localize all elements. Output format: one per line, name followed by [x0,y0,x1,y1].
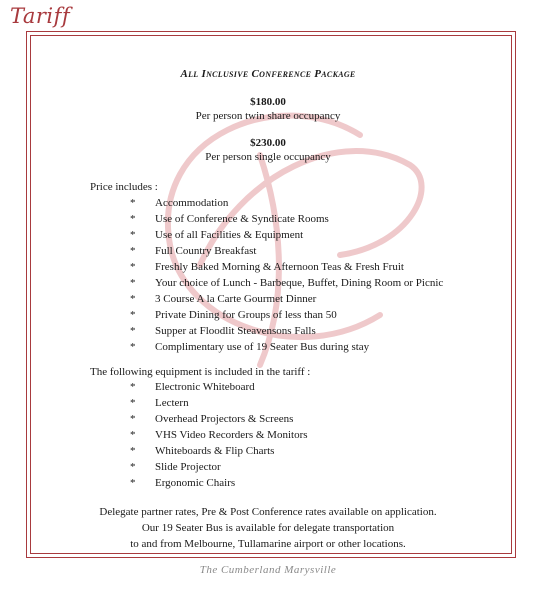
list-item-text: Supper at Floodlit Steavensons Falls [155,325,316,337]
list-item-text: Your choice of Lunch - Barbeque, Buffet, Dining Room or Picnic [155,277,444,289]
list-item [0,213,536,229]
list-item-text: Private Dining for Groups of less than 50 [155,309,337,321]
list-item-text: Overhead Projectors & Screens [155,413,294,425]
bullet-icon: * [130,477,136,489]
list-item-text: Lectern [155,397,189,409]
list-item-text: Whiteboards & Flip Charts [155,445,275,457]
list-item [0,477,536,493]
list-item-text: Slide Projector [155,461,221,473]
page-header-title: Tariff [10,4,71,28]
bullet-icon: * [130,261,136,273]
list-item-text: 3 Course A la Carte Gourmet Dinner [155,293,317,305]
list-item-text: Use of Conference & Syndicate Rooms [155,213,329,225]
bullet-icon: * [130,197,136,209]
bullet-icon: * [130,429,136,441]
note-rates: Delegate partner rates, Pre & Post Conference rates available on application. [99,506,437,518]
footer-brand: The Cumberland Marysville [199,564,337,576]
includes-label: Price includes : [90,181,158,193]
list-item [0,245,536,261]
list-item [0,429,536,445]
list-item [0,229,536,245]
list-item [0,381,536,397]
bullet-icon: * [130,381,136,393]
list-item [0,293,536,309]
list-item [0,445,536,461]
list-item [0,261,536,277]
bullet-icon: * [130,325,136,337]
note-locations: to and from Melbourne, Tullamarine airport or other locations. [130,538,406,550]
list-item [0,397,536,413]
list-item [0,197,536,213]
list-item-text: Freshly Baked Morning & Afternoon Teas & Fresh Fruit [155,261,404,273]
bullet-icon: * [130,445,136,457]
bullet-icon: * [130,293,136,305]
bullet-icon: * [130,461,136,473]
price-twin-share-description: Per person twin share occupancy [195,110,341,122]
bullet-icon: * [130,341,136,353]
list-item [0,325,536,341]
price-single: $230.00 [250,137,286,149]
list-item [0,413,536,429]
list-item [0,277,536,293]
price-twin-share: $180.00 [250,96,286,108]
list-item [0,309,536,325]
bullet-icon: * [130,245,136,257]
list-item-text: Full Country Breakfast [155,245,257,257]
list-item [0,341,536,357]
equipment-label: The following equipment is included in the tariff : [90,366,311,378]
list-item-text: VHS Video Recorders & Monitors [155,429,308,441]
bullet-icon: * [130,277,136,289]
list-item-text: Complimentary use of 19 Seater Bus during stay [155,341,370,353]
package-title: All Inclusive Conference Package [180,68,356,80]
list-item-text: Electronic Whiteboard [155,381,255,393]
note-bus: Our 19 Seater Bus is available for delegate transportation [141,522,395,534]
list-item-text: Ergonomic Chairs [155,477,236,489]
bullet-icon: * [130,309,136,321]
list-item-text: Accommodation [155,197,229,209]
list-item-text: Use of all Facilities & Equipment [155,229,304,241]
bullet-icon: * [130,229,136,241]
price-single-description: Per person single occupancy [205,151,331,163]
bullet-icon: * [130,413,136,425]
bullet-icon: * [130,397,136,409]
list-item [0,461,536,477]
bullet-icon: * [130,213,136,225]
